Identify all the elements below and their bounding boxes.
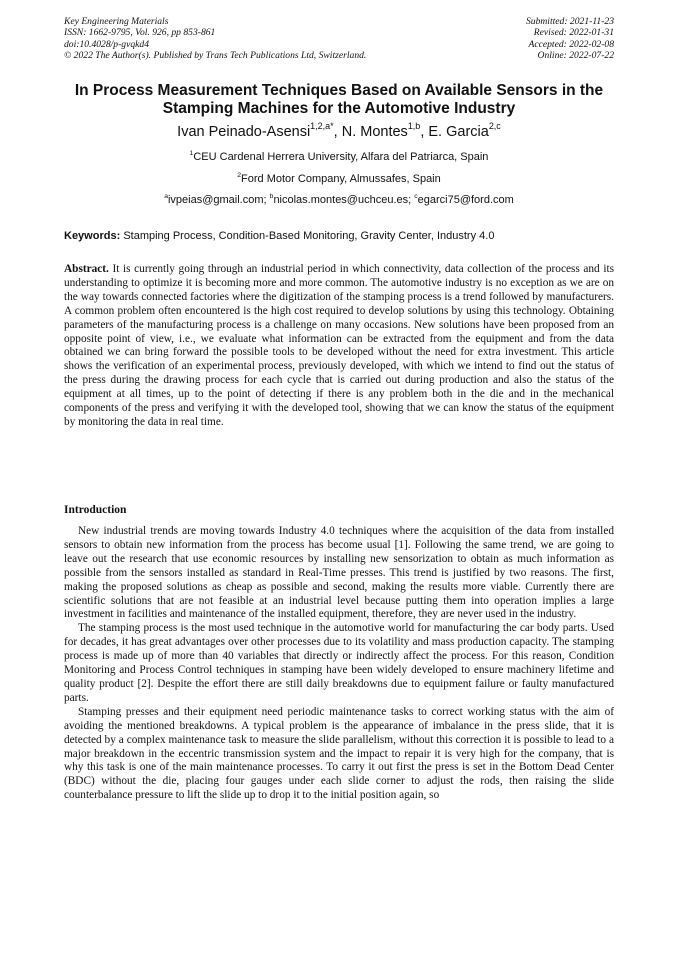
email-marker: a: [164, 192, 168, 200]
paper-title: In Process Measurement Techniques Based on Available Sensors in the Stamping Machines for the Automotive Industry: [74, 82, 604, 117]
author-name: Ivan Peinado-Asensi: [177, 124, 311, 140]
keywords-label: Keywords:: [64, 230, 121, 242]
author-separator: ,: [420, 124, 429, 140]
paragraph: The stamping process is the most used technique in the automotive world for manufacturing the car body parts. Used for decades, it has great advantages over other processes due to its volatility and mass production capacity. The stamping process is made up of more than 40 variables that directly or indirectly affect the process. For this reason, Condition Monitoring and Process Control techniques in stamping have been widely developed to ensure machinery lifetime and quality product [2]. Despite the effort there are still daily breakdowns due to equipment failure or faulty manufactured parts.: [64, 622, 614, 704]
author-list: [40, 123, 638, 141]
date-online: Online: 2022-07-22: [537, 49, 614, 61]
author-emails: [40, 194, 638, 207]
abstract-text: It is currently going through an industrial period in which connectivity, data collection of the process and its understanding to optimize it is becoming more and more common. The automotive industry is no exception as we are on the way towards connected factories where the digitization of the stamping process is a trend followed by manufacturers. A common problem often encountered is the high cost required to develop solutions by using this technology. Obtaining parameters of the manufacturing process is a challenge on many occasions. New solutions have been proposed from an opposite point of view, i.e., we evaluate what information can be extracted from the equipment and from the data obtained we can bring forward the possible tools to be developed without the need for extra investment. This article shows the verification of an experimental process, previously developed, with which we intend to find out the status of the press during the drawing process for each cycle that is carried out during production and also the status of the equipment at all times, up to the point of detecting if there is any problem both in the die and in the mechanical components of the press and verifying it with the developed tool, showing that we can know the status of the equipment by monitoring the data in real time.: [64, 263, 614, 428]
email-link[interactable]: ivpeias@gmail.com;: [167, 194, 270, 206]
journal-name: Key Engineering Materials: [64, 16, 169, 27]
author-name: N. Montes: [341, 124, 408, 140]
email-link[interactable]: nicolas.montes@uchceu.es;: [273, 194, 415, 206]
affiliation-text: Ford Motor Company, Almussafes, Spain: [241, 173, 441, 185]
affiliation-marker: 1: [189, 149, 194, 157]
abstract-label: Abstract.: [64, 263, 109, 275]
date-accepted: Accepted: 2022-02-08: [528, 38, 614, 50]
affiliation-marker: 2: [237, 171, 242, 179]
email-link[interactable]: egarci75@ford.com: [417, 194, 514, 206]
author-name: E. Garcia: [428, 124, 489, 140]
journal-doi[interactable]: doi:10.4028/p-gvqkd4: [64, 38, 149, 50]
email-marker: b: [269, 192, 274, 200]
keywords-text: Stamping Process, Condition-Based Monitoring, Gravity Center, Industry 4.0: [123, 230, 495, 242]
paragraph: New industrial trends are moving towards Industry 4.0 techniques where the acquisition of the data from installed sensors to obtain new information from the process has become usual [1]. Following the same trend, we are going to leave out the research that use economic resources by installing new sensorization to obtain as much information as possible from the sensors installed as standard in Real-Time presses. This trend is justified by two reasons. The first, making the proposed solutions as cheap as possible and second, making the results more viable. Currently there are scientific solutions that are not feasible at an industrial level because putting them into operation implies a large investment in facilities and maintenance of the installed equipment, therefore, they are never used in the industry.: [64, 525, 614, 621]
paragraph: Stamping presses and their equipment need periodic maintenance tasks to correct working status with the aim of avoiding the mentioned breakdowns. A typical problem is the appearance of imbalance in the press slide, that it is detected by a complex maintenance task to measure the slide parallelism, without this correction it is possible to lead to a major breakdown in the eccentric transmission system and the impact to repair it is very high for the company, that is why this task is one of the main maintenance processes. To carry it out first the press is set in the Bottom Dead Center (BDC) without the die, placing four gauges under each slide corner to adjust the rods, then raising the slide counterbalance pressure to lift the slide up to drop it to the initial position again, so: [64, 705, 614, 802]
affiliation-2: [40, 173, 638, 186]
author-affiliation-marker: 1,2,a*: [310, 121, 334, 132]
affiliation-text: CEU Cardenal Herrera University, Alfara del Patriarca, Spain: [193, 151, 489, 163]
submission-dates: [414, 16, 614, 61]
author-separator: ,: [333, 124, 342, 140]
author-affiliation-marker: 1,b: [407, 121, 421, 132]
introduction-body: [64, 525, 614, 803]
date-revised: Revised: 2022-01-31: [533, 27, 614, 39]
journal-copyright: © 2022 The Author(s). Published by Trans Tech Publications Ltd, Switzerland.: [64, 49, 367, 61]
section-heading-introduction: Introduction: [64, 504, 127, 516]
abstract: [64, 263, 614, 430]
keywords: [64, 230, 616, 243]
email-marker: c: [414, 192, 418, 200]
author-affiliation-marker: 2,c: [488, 121, 501, 132]
date-submitted: Submitted: 2021-11-23: [525, 16, 614, 27]
journal-issn: ISSN: 1662-9795, Vol. 926, pp 853-861: [64, 27, 216, 39]
affiliation-1: [40, 151, 638, 164]
